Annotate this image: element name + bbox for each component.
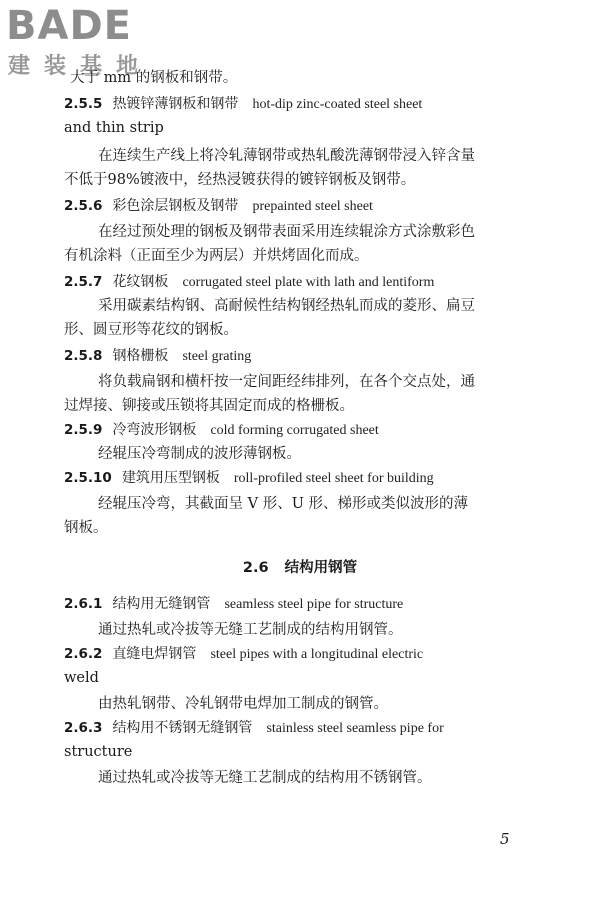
term-heading: 2.5.8 钢格栅板 steel grating — [64, 348, 252, 364]
page-number: 5 — [500, 830, 510, 848]
term-desc: 钢板。 — [64, 520, 108, 536]
term-desc: 经辊压冷弯制成的波形薄钢板。 — [98, 446, 301, 462]
term-desc: 在连续生产线上将冷轧薄钢带或热轧酸洗薄钢带浸入锌含量 — [98, 148, 475, 164]
term-en-cont: and thin strip — [64, 120, 164, 136]
term-desc: 通过热轧或冷拔等无缝工艺制成的结构用不锈钢管。 — [98, 770, 432, 786]
section-heading: 2.6 结构用钢管 — [242, 560, 358, 576]
term-desc: 有机涂料（正面至少为两层）并烘烤固化而成。 — [64, 248, 369, 264]
term-heading: 2.5.9 冷弯波形钢板 cold forming corrugated sheet — [64, 422, 379, 438]
term-desc: 不低于98%镀液中，经热浸镀获得的镀锌钢板及钢带。 — [64, 172, 416, 188]
term-heading: 2.6.1 结构用无缝钢管 seamless steel pipe for structure — [64, 596, 404, 612]
term-heading: 2.5.10 建筑用压型钢板 roll-profiled steel sheet for building — [64, 470, 434, 486]
term-desc: 经辊压冷弯，其截面呈 V 形、U 形、梯形或类似波形的薄 — [98, 496, 469, 512]
term-heading: 2.5.7 花纹钢板 corrugated steel plate with lath and lentiform — [64, 274, 435, 290]
term-heading: 2.6.2 直缝电焊钢管 steel pipes with a longitudinal electric — [64, 646, 424, 662]
term-desc: 采用碳素结构钢、高耐候性结构钢经热轧而成的菱形、扁豆 — [98, 298, 475, 314]
term-en-cont: structure — [64, 744, 133, 760]
term-desc: 由热轧钢带、冷轧钢带电焊加工制成的钢管。 — [98, 696, 388, 712]
watermark-subtitle: 建装基地 — [8, 54, 153, 79]
term-desc: 过焊接、铆接或压锁将其固定而成的格栅板。 — [64, 398, 354, 414]
watermark-logo: BADE — [6, 3, 132, 49]
term-heading: 2.5.6 彩色涂层钢板及钢带 prepainted steel sheet — [64, 198, 373, 214]
term-en-cont: weld — [64, 670, 99, 686]
intro-line: 大于 mm 的钢板和钢带。 — [70, 70, 238, 86]
term-desc: 在经过预处理的钢板及钢带表面采用连续辊涂方式涂敷彩色 — [98, 224, 475, 240]
term-heading: 2.5.5 热镀锌薄钢板和钢带 hot-dip zinc-coated steel sheet — [64, 96, 423, 112]
term-heading: 2.6.3 结构用不锈钢无缝钢管 stainless steel seamless pipe for — [64, 720, 444, 736]
term-desc: 形、圆豆形等花纹的钢板。 — [64, 322, 238, 338]
term-desc: 将负载扁钢和横杆按一定间距经纬排列，在各个交点处，通 — [98, 374, 475, 390]
term-desc: 通过热轧或冷拔等无缝工艺制成的结构用钢管。 — [98, 622, 403, 638]
